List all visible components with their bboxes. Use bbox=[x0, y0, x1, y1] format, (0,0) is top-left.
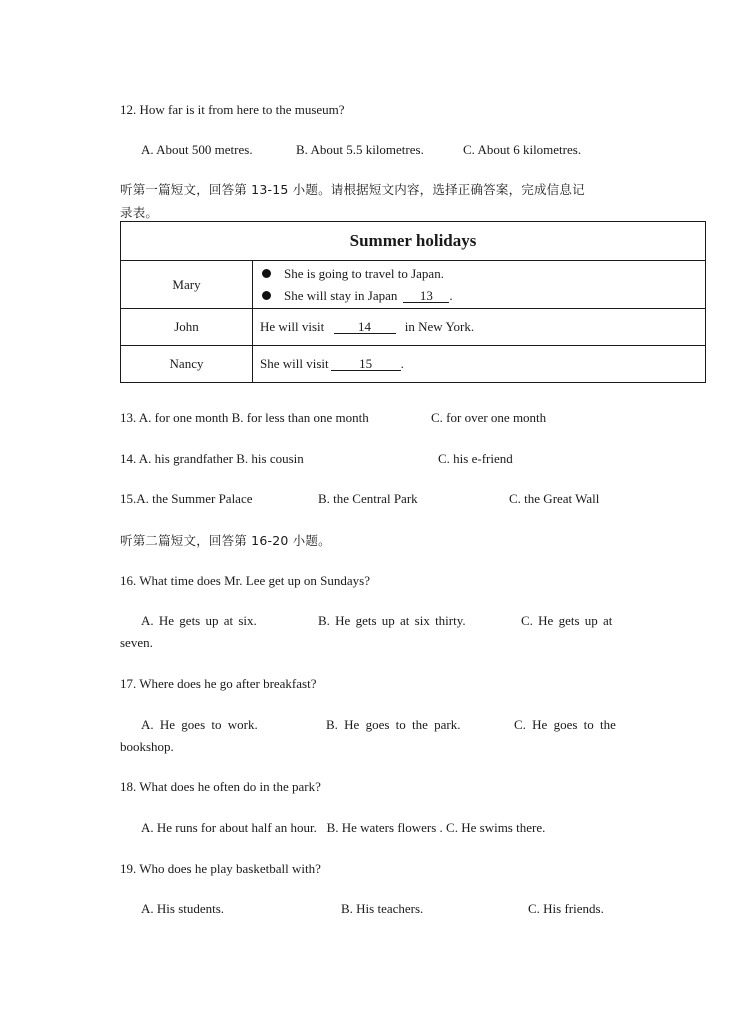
section-1-instruction-line2: 录表。 bbox=[120, 205, 159, 220]
table-row-nancy bbox=[121, 346, 706, 383]
q17-option-a: A. He goes to work. bbox=[141, 717, 258, 732]
q14-options-ab: 14. A. his grandfather B. his cousin bbox=[120, 451, 304, 466]
question-19: 19. Who does he play basketball with? bbox=[120, 861, 321, 876]
q15-option-b: B. the Central Park bbox=[318, 491, 418, 506]
table-row-john bbox=[121, 309, 706, 346]
q12-option-b: B. About 5.5 kilometres. bbox=[296, 142, 424, 157]
bullet-text: She is going to travel to Japan. bbox=[284, 265, 444, 281]
q19-option-a: A. His students. bbox=[141, 901, 225, 916]
q17-option-c: C. He goes to the bbox=[514, 717, 616, 732]
q12-option-a: A. About 500 metres. bbox=[141, 142, 253, 157]
q17-option-b: B. He goes to the park. bbox=[326, 717, 461, 732]
row-text: He will visit bbox=[260, 319, 325, 334]
q13-option-c: C. for over one month bbox=[431, 410, 547, 425]
bullet-text-end: . bbox=[449, 287, 453, 303]
q13-options-ab: 13. A. for one month B. for less than one month bbox=[120, 410, 369, 425]
bullet-icon bbox=[262, 291, 271, 300]
question-17: 17. Where does he go after breakfast? bbox=[120, 676, 317, 691]
q19-option-c: C. His friends. bbox=[528, 901, 604, 916]
blank-13: 13 bbox=[403, 289, 449, 303]
row-name: Nancy bbox=[121, 346, 253, 383]
section-2-instruction: 听第二篇短文，回答第 16-20 小题。 bbox=[120, 533, 331, 548]
table-row-mary bbox=[121, 261, 706, 309]
section-1-instruction-line1: 听第一篇短文，回答第 13-15 小题。请根据短文内容，选择正确答案，完成信息记 bbox=[120, 182, 585, 197]
q16-option-a: A. He gets up at six. bbox=[141, 613, 257, 628]
bullet-text: She will stay in Japan bbox=[284, 287, 398, 303]
row-name: Mary bbox=[121, 261, 253, 309]
bullet-item bbox=[260, 263, 705, 285]
row-info bbox=[253, 261, 706, 309]
q16-option-c: C. He gets up at bbox=[521, 613, 613, 628]
q19-option-b: B. His teachers. bbox=[341, 901, 424, 916]
question-18: 18. What does he often do in the park? bbox=[120, 779, 321, 794]
row-text-end: in New York. bbox=[404, 319, 475, 334]
q18-options: A. He runs for about half an hour. B. He waters flowers . C. He swims there. bbox=[141, 820, 546, 835]
table-title: Summer holidays bbox=[121, 222, 706, 261]
bullet-item bbox=[260, 285, 705, 307]
question-12: 12. How far is it from here to the museum? bbox=[120, 102, 345, 117]
q15-option-a: 15.A. the Summer Palace bbox=[120, 491, 253, 506]
blank-14: 14 bbox=[334, 320, 396, 334]
summer-holidays-table bbox=[120, 221, 706, 383]
row-name: John bbox=[121, 309, 253, 346]
row-text-end: . bbox=[400, 356, 404, 371]
q15-option-c: C. the Great Wall bbox=[509, 491, 600, 506]
row-info bbox=[253, 346, 706, 383]
blank-15: 15 bbox=[331, 357, 401, 371]
q17-option-c-continued: bookshop. bbox=[120, 739, 174, 754]
question-16: 16. What time does Mr. Lee get up on Sundays? bbox=[120, 573, 370, 588]
q14-option-c: C. his e-friend bbox=[438, 451, 513, 466]
q16-option-b: B. He gets up at six thirty. bbox=[318, 613, 466, 628]
bullet-icon bbox=[262, 269, 271, 278]
q12-option-c: C. About 6 kilometres. bbox=[463, 142, 582, 157]
row-info bbox=[253, 309, 706, 346]
q16-option-c-continued: seven. bbox=[120, 635, 153, 650]
row-text: She will visit bbox=[260, 356, 329, 371]
